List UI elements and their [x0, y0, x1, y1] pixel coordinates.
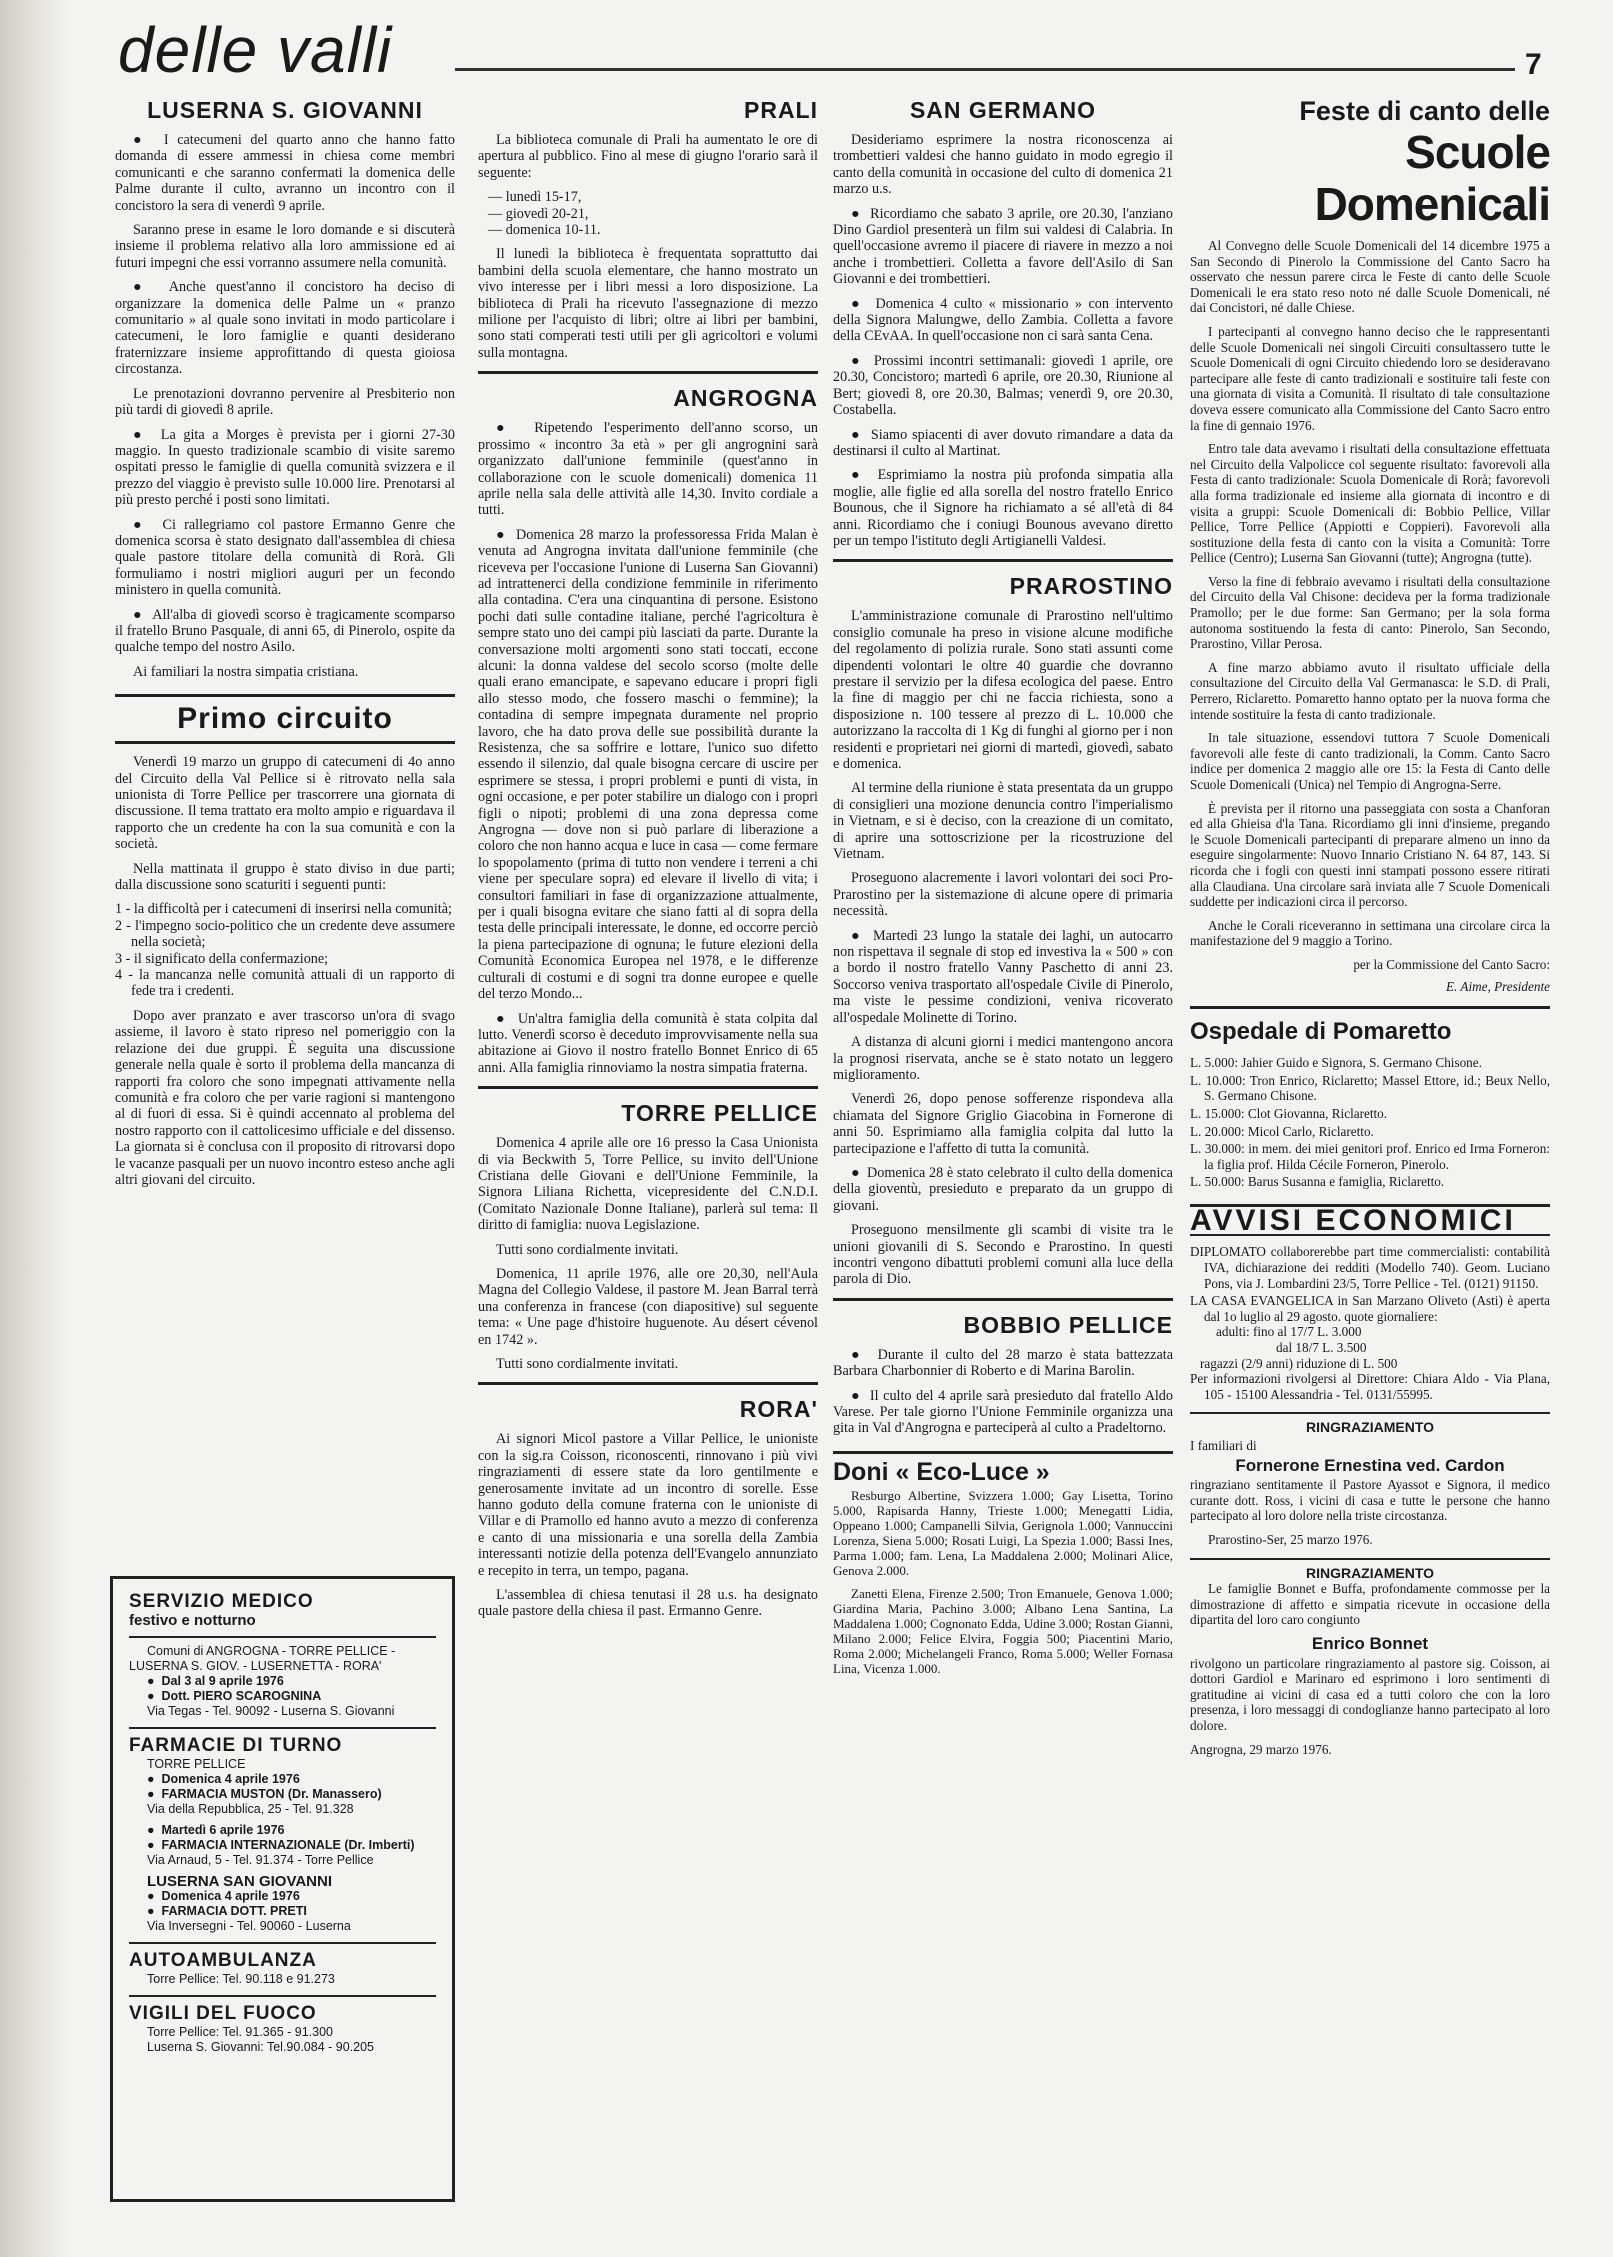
article-paragraph: ● Prossimi incontri settimanali: giovedì 1 aprile, ore 20.30, Concistoro; martedì 6 aprile, ore 20.30, Riunione al Bert; giovedì 8, ore 20.30, Balmas; venerdì 9, ore 20.30, Costabella. — [833, 353, 1173, 419]
page-number: 7 — [1525, 48, 1542, 81]
luserna-title: LUSERNA SAN GIOVANNI — [147, 1873, 333, 1890]
article-paragraph: ● Siamo spiacenti di aver dovuto rimandare a data da destinarsi il culto al Martinat. — [833, 427, 1173, 460]
library-schedule — [478, 189, 818, 238]
feste-title: Scuole Domenicali — [1314, 126, 1550, 230]
article-paragraph: L'amministrazione comunale di Prarostino nell'ultimo consiglio comunale ha preso in visione alcune modifiche del regolamento di polizia rurale. Sono stati assunti come dipendenti volontari le oltre 40 guardie che dovranno prestare il servizio per la difesa ecologica del paese. Entro la fine di maggio per chi ne faccia richiesta, sono a disposizione n. 100 tessere al prezzo di L. 10.000 che autorizzano la raccolta di 1 Kg di funghi al giorno per i non residenti e proprietari nei giorni di martedì, giovedì, sabato e domenica. — [833, 608, 1173, 772]
article-paragraph: ● Il culto del 4 aprile sarà presieduto dal fratello Aldo Varese. Per tale giorno l'Unione Femminile organizza una gita in Val d'Angrogna e parteciperà al culto a Pradeltorno. — [833, 1388, 1173, 1437]
article-paragraph: In tale situazione, essendovi tuttora 7 Scuole Domenicali favorevoli alle feste di canto tradizionali, la Comm. Canto Sacro indice per domenica 2 maggio alle ore 15: la Festa di Canto delle Scuole Domenicali (Unica) nel Tempio di Angrogna-Serre. — [1190, 730, 1550, 792]
dates-line: ● Dal 3 al 9 aprile 1976 — [129, 1674, 436, 1689]
farmacia-address: Via Inversegni - Tel. 90060 - Luserna — [147, 1919, 351, 1933]
ringraziamento-name: Enrico Bonnet — [1311, 1633, 1429, 1653]
farmacia-name: ● FARMACIA DOTT. PRETI — [129, 1904, 436, 1919]
article-paragraph: ● Un'altra famiglia della comunità è stata colpita dal lutto. Venerdì scorso è deceduto improvvisamente nella sua abitazione ai Giovo il nostro fratello Bonnet Enrico di 65 anni. Alla famiglia rinnoviamo la nostra simpatia fraterna. — [478, 1011, 818, 1077]
ringraziamento-place: Angrogna, 29 marzo 1976. — [1190, 1741, 1332, 1757]
list-item: L. 30.000: in mem. dei miei genitori prof. Enrico ed Irma Forneron: la figlia prof. Hilda Cécile Forneron, Pinerolo. — [1190, 1141, 1550, 1172]
article-paragraph: ● Ripetendo l'esperimento dell'anno scorso, un prossimo « incontro 3a età » per gli angrognini sarà organizzato dall'unione femminile (quest'anno in collaborazione con le scuole domenicali) domenica 11 aprile nella sala delle attività alle 14,30. Invito cordiale a tutti. — [478, 420, 818, 518]
page-gutter-shadow — [0, 0, 70, 2257]
article-paragraph: La biblioteca comunale di Prali ha aumentato le ore di apertura al pubblico. Fino al mese di giugno l'orario sarà il seguente: — [478, 132, 818, 181]
article-paragraph: A fine marzo abbiamo avuto il risultato ufficiale della consultazione del Circuito della Val Germanasca: le S.D. di Prali, Perrero, Riclaretto. Pomaretto hanno optato per la nuova forma che intende sostituire la festa di canto tradizionale. — [1190, 659, 1550, 722]
article-paragraph: Nella mattinata il gruppo è stato diviso in due parti; dalla discussione sono scaturiti i seguenti punti: — [115, 860, 455, 894]
article-paragraph: Anche le Corali riceveranno in settimana una circolare circa la manifestazione del 9 maggio a Torino. — [1190, 917, 1550, 949]
article-paragraph: ● La gita a Morges è prevista per i giorni 27-30 maggio. In questo tradizionale scambio di visite saremo ospitati presso le famiglie di quella comunità svizzera e il prezzo del viaggio è previsto sulle 10.000 lire. Prenotarsi al più presto perché i posti sono limitati. — [115, 427, 455, 509]
section-heading-torre-pellice: TORRE PELLICE — [478, 1086, 818, 1127]
article-paragraph: Al termine della riunione è stata presentata da un gruppo di consiglieri una mozione denuncia contro l'imperialismo in Vietnam, e si è deciso, con la creazione di un comitato, di aprire una sottoscrizione per la ricostruzione del Vietnam. — [833, 780, 1173, 863]
article-paragraph: ● Martedì 23 lungo la statale dei laghi, un autocarro non rispettava il segnale di stop ed investiva la « 500 » con a bordo il nostro fratello Vanny Paschetto di anni 23. Soccorso veniva trasportato all'ospedale Civile di Pinerolo, ma viste le pessime condizioni, veniva ricoverato all'ospedale Molinette di Torino. — [833, 928, 1173, 1026]
article-paragraph: Proseguono alacremente i lavori volontari dei soci Pro-Prarostino per la sistemazione di alcune opere di primaria necessità. — [833, 870, 1173, 920]
column-sangermano-prarostino — [833, 96, 1173, 1684]
farmacia-name: ● FARMACIA INTERNAZIONALE (Dr. Imberti) — [129, 1838, 436, 1853]
article-paragraph: Il lunedì la biblioteca è frequentata soprattutto dai bambini della scuola elementare, che hanno mostrato un vivo interesse per i libri messi a loro disposizione. La biblioteca di Prali ha ricevuto l'assegnazione di mezzo milione per l'acquisto di libri; oltre ai libri per bambini, sono stati comperati testi utili per gli agricoltori e volumi sulla montagna. — [478, 246, 818, 361]
ringraziamento-text: rivolgono un particolare ringraziamento al pastore sig. Coisson, ai dottori Gardiol e Marinaro ed esprimono i loro sentimenti di gratitudine ai vicini di casa ed a tutti coloro che con la loro presenza, i loro messaggi di condoglianze hanno partecipato al loro dolore. — [1190, 1655, 1550, 1733]
article-paragraph: Tutti sono cordialmente invitati. — [496, 1356, 679, 1372]
column-luserna — [115, 96, 455, 1196]
list-item: 4 - la mancanza nelle comunità attuali di un rapporto di fede tra i credenti. — [115, 967, 455, 1000]
list-item: L. 5.000: Jahier Guido e Signora, S. Germano Chisone. — [1190, 1055, 1482, 1071]
article-paragraph: È prevista per il ritorno una passeggiata con sosta a Chanforan ed alla Ghieisa d'la Tana. Ricordiamo gli inni d'insieme, pregando le Scuole Domenicali partecipanti di preparare almeno un inno da eseguire singolarmente: Nuovo Innario Cristiano N. 64 87, 143. Si ricorda che i fogli con questi inni stampati possono essere ritirati alla Claudiana. Una circolare sarà inviata alle 7 Scuole Domenicali suddette per indicazioni circa il percorso. — [1190, 800, 1550, 910]
article-paragraph: Dopo aver pranzato e aver trascorso un'ora di svago assieme, il lavoro è stato ripreso nel pomeriggio con la relazione dei due gruppi. È seguita una discussione generale nella quale è sorto il problema della mancanza di rapporti fra coloro che sono impegnati attivamente nella comunità e fra coloro che per varie ragioni si mantengono al di fuori di essa. Si è quindi accennato al problema del nostro rapporto con il cattolicesimo ufficiale e del dissenso. La giornata si è conclusa con il proposito di ritrovarsi dopo le vacanze pasquali per un nuovo incontro esteso anche agli altri giovani del circuito. — [115, 1007, 455, 1188]
section-heading-san-germano: SAN GERMANO — [909, 97, 1097, 123]
box-section — [129, 1727, 436, 1934]
points-list — [115, 901, 455, 999]
list-item: — lunedì 15-17, — [488, 189, 582, 206]
box-section — [129, 1995, 436, 2055]
article-paragraph: ● Esprimiamo la nostra più profonda simpatia alla moglie, alle figlie ed alla sorella del nostro fratello Enrico Bounous, che il Signore ha richiamato a sé all'età di 84 anni. Ricordiamo che i coniugi Bounous avevano diretto per un tempo l'istituto degli Artigianelli Valdesi. — [833, 467, 1173, 549]
article-paragraph: ● Ricordiamo che sabato 3 aprile, ore 20.30, l'anziano Dino Gardiol presenterà un film sui valdesi di Calabria. In quell'occasione avremo il piacere di riavere in mezzo a noi anche i trombettieri. Colletta a favore dell'Asilo di San Giovanni e dei trombettieri. — [833, 206, 1173, 288]
farmacia-address: Via della Repubblica, 25 - Tel. 91.328 — [147, 1802, 354, 1816]
masthead-rule — [455, 68, 1515, 71]
list-item: L. 20.000: Micol Carlo, Riclaretto. — [1190, 1123, 1374, 1139]
article-paragraph: Venerdì 19 marzo un gruppo di catecumeni di 4o anno del Circuito della Val Pellice si è ritrovato nella sala unionista di Torre Pellice per trascorrere una giornata di discussione. Il tema trattato era molto ampio e riguardava il rapporto che un credente ha con la sua comunità e con la società. — [115, 754, 455, 853]
masthead: delle valli — [118, 14, 393, 86]
section-heading-doni: Doni « Eco-Luce » — [833, 1451, 1173, 1480]
vigili-title: VIGILI DEL FUOCO — [129, 2003, 317, 2024]
article-paragraph: Domenica, 11 aprile 1976, alle ore 20,30, nell'Aula Magna del Collegio Valdese, il pastore M. Jean Barral terrà una conferenza in francese (con diapositive) sul seguente tema: « Une page d'histoire huguenote. Au désert cévenol en 1742 ». — [478, 1265, 818, 1348]
list-item: L. 15.000: Clot Giovanna, Riclaretto. — [1190, 1105, 1388, 1121]
ringraziamento-intro: I familiari di — [1190, 1438, 1257, 1453]
autoambulanza-title: AUTOAMBULANZA — [129, 1950, 317, 1971]
article-paragraph: ● Anche quest'anno il concistoro ha deciso di organizzare la domenica delle Palme un « pranzo comunitario » al quale sono invitati in modo particolare i catecumeni, le loro famiglie e quanti desiderano fraternizzare insieme approfittando di questa gioiosa circostanza. — [115, 279, 455, 377]
article-paragraph: Entro tale data avevamo i risultati della consultazione effettuata nel Circuito della Valpolicce col seguente risultato: favorevoli alla Festa di canto tradizionale: Scuola Domenicale di Rorà; favorevoli alla forma tradizionale ed insieme alla giornata di incontro e di visita a gruppi: Scuole Domenicali di: Bobbio Pellice, Villar Pellice, Torre Pellice (Appiotti e Coppieri). Favorevoli alla sostituzione della festa di canto con la visita a Comunità: Torre Pellice (Centro); Luserna San Giovanni (tutte); Angrogna (tutte). — [1190, 441, 1550, 566]
vigili-line: Luserna S. Giovanni: Tel.90.084 - 90.205 — [147, 2040, 375, 2054]
box-section — [129, 1942, 436, 1987]
article-paragraph: ● I catecumeni del quarto anno che hanno fatto domanda di essere ammessi in chiesa come membri comunicanti e che saranno confermati la domenica delle Palme durante il culto, avranno un incontro con il concistoro la sera di venerdì 9 aprile. — [115, 132, 455, 214]
article-paragraph: Domenica 4 aprile alle ore 16 presso la Casa Unionista di via Beckwith 5, Torre Pellice, su invito dell'Unione Cristiana delle Giovani e dell'Unione Femminile, la Signora Liliana Richetta, vicepresidente del C.N.D.I. (Comitato Nazionale Donne Italiane), parlerà sul tema: Il diritto di famiglia: nuova Legislazione. — [478, 1135, 818, 1234]
signature-name: E. Aime, Presidente — [1445, 978, 1550, 994]
comuni-line: Comuni di ANGROGNA - TORRE PELLICE - LUSERNA S. GIOV. - LUSERNETTA - RORA' — [129, 1644, 396, 1673]
ringraziamento-name: Fornerone Ernestina ved. Cardon — [1235, 1455, 1505, 1475]
price-line: ragazzi (2/9 anni) riduzione di L. 500 — [1200, 1355, 1398, 1371]
farmacie-title: FARMACIE DI TURNO — [129, 1735, 343, 1756]
list-item: L. 10.000: Tron Enrico, Riclaretto; Massel Ettore, id.; Beux Nello, S. Germano Chisone. — [1190, 1072, 1550, 1104]
signature-line: per la Commissione del Canto Sacro: — [1353, 956, 1550, 972]
farmacie-town: TORRE PELLICE — [147, 1757, 246, 1771]
classified-ad: LA CASA EVANGELICA in San Marzano Oliveto (Asti) è aperta dal 1o luglio al 29 agosto. quote giornaliere: — [1190, 1293, 1550, 1324]
list-item: — domenica 10-11. — [488, 222, 601, 239]
ringraziamento-text: ringraziano sentitamente il Pastore Ayassot e Signora, il medico curante dott. Ross, i vicini di casa e tutte le persone che hanno partecipato al loro dolore nella triste circostanza. — [1190, 1477, 1550, 1524]
section-heading-prali: PRALI — [744, 97, 818, 123]
doctor-address: Via Tegas - Tel. 90092 - Luserna S. Giovanni — [147, 1704, 395, 1718]
farmacia-date: ● Domenica 4 aprile 1976 — [129, 1889, 436, 1904]
article-paragraph: ● Durante il culto del 28 marzo è stata battezzata Barbara Charbonnier di Roberto e di Marina Barolin. — [833, 1347, 1173, 1380]
servizio-medico-box — [110, 1576, 455, 2202]
article-paragraph: Saranno prese in esame le loro domande e si discuterà insieme il problema relativo alla loro ammissione ed ai futuri impegni che essi vorranno assumere nella comunità. — [115, 222, 455, 271]
article-paragraph: Desideriamo esprimere la nostra riconoscenza ai trombettieri valdesi che hanno guidato in modo egregio il canto della comunità in occasione del culto di domenica 21 marzo u.s. — [833, 132, 1173, 198]
feste-kicker: Feste di canto delle — [1299, 96, 1550, 126]
article-paragraph: Tutti sono cordialmente invitati. — [496, 1241, 679, 1258]
box-title: SERVIZIO MEDICO — [129, 1591, 314, 1612]
ringraziamento-heading: RINGRAZIAMENTO — [1190, 1558, 1550, 1582]
doctor-line: ● Dott. PIERO SCAROGNINA — [129, 1689, 436, 1704]
donations-list: Resburgo Albertine, Svizzera 1.000; Gay Lisetta, Torino 5.000, Rapisarda Hanny, Trieste 1.000; Menegatti Lidia, Oppeano 1.000; Campanelli Silvia, Gerignola 1.000; Vannuccini Lorenza, Siena 5.000; Rosati Luigi, La Spezia 1.000; Bassi Ines, Parma 1.000; fam. Lena, La Maddalena 2.000; Molinari Alice, Genova 2.000. — [833, 1488, 1173, 1579]
article-paragraph: ● Domenica 28 è stato celebrato il culto della domenica della gioventù, presieduto e preparato da un gruppo di giovani. — [833, 1165, 1173, 1214]
column-prali-angrogna — [478, 96, 818, 1628]
classified-ad: DIPLOMATO collaborerebbe part time commercialisti: contabilità IVA, dichiarazione dei redditi (Modello 740). Geom. Luciano Pons, via J. Lombardini 23/5, Torre Pellice - Tel. (0121) 91150. — [1190, 1244, 1550, 1291]
box-section — [129, 1636, 436, 1719]
article-paragraph: A distanza di alcuni giorni i medici mantengono ancora la prognosi riservata, anche se è stato notato un leggero miglioramento. — [833, 1034, 1173, 1083]
farmacia-date: ● Domenica 4 aprile 1976 — [129, 1772, 436, 1787]
section-heading-ospedale: Ospedale di Pomaretto — [1190, 1006, 1550, 1047]
article-paragraph: Venerdì 26, dopo penose sofferenze rispondeva alla chiamata del Signore Griglio Giacobina in Fornerone di anni 50. Esprimiamo alla famiglia colpita dal lutto la partecipazione e l'affetto di tutta la comunità. — [833, 1091, 1173, 1157]
section-heading-rora: RORA' — [478, 1382, 818, 1423]
article-paragraph: L'assemblea di chiesa tenutasi il 28 u.s. ha designato quale pastore della chiesa il past. Ermanno Genre. — [478, 1587, 818, 1620]
article-paragraph: ● Domenica 28 marzo la professoressa Frida Malan è venuta ad Angrogna invitata dall'unione femminile (che riceveva per l'occasione l'unione di Luserna San Giovanni) ad intrattenerci della condizione femminile in riferimento alla contadina. C'era una cinquantina di persone. Esistono pochi dati sulle contadine italiane, perché l'agricoltura è sempre stato uno dei campi più lasciati da parte. Durante la conversazione molti argomenti sono stati toccati, eccone alcuni: la donna valdese del secolo scorso (molte delle quali erano emancipate, e sapevano educare i propri figli allo stesso modo, che fossero maschi o femmine); la contadina di sempre impegnata duramente nel proprio lavoro, che ha dato prova delle sue possibilità durante la Resistenza, che sa soffrire e lottare, l'unico suo difetto essendo il silenzio, dal quale bisogna cercare di uscire per esprimere se stessa, i propri problemi e punti di vista, in ogni occasione, e per poter stabilire un dialogo con i propri figli o nipoti; problemi di una zona depressa come Angrogna — dove non si può parlare di liberazione a coloro che non hanno acqua e luce in casa — come fermare lo spopolamento (prima di tutto non vendere i terreni a chi viene per speculare sopra) ed elevare il livello di vita; i consultori familiari in fase di organizzazione attualmente, per i quali bisogna evitare che siano fatti al di sopra della testa delle principali interessate, le donne, ed occorre perciò la piena partecipazione di ognuna; le future elezioni della Comunità Economica Europea nel 1978, e le differenze culturali di costumi e di sogni tra donne europee e quelle del terzo Mondo... — [478, 527, 818, 1003]
ringraziamento-text: Le famiglie Bonnet e Buffa, profondamente commosse per la dimostrazione di affetto e simpatia ricevute in occasione della dipartita del loro caro congiunto — [1190, 1581, 1550, 1628]
list-item: 3 - il significato della confermazione; — [115, 950, 329, 967]
section-heading-prarostino: PRAROSTINO — [833, 559, 1173, 600]
article-paragraph: Ai signori Micol pastore a Villar Pellice, le unioniste con la sig.ra Coisson, riconoscenti, rinnovano i più vivi ringraziamenti di essere state da loro gentilmente e generosamente invitate ad un incontro di sorelle. Esse hanno goduto della comune fraterna con le unioniste di Villar e di Pramollo ed hanno avuto a mezzo di conferenza e canto di una missionaria e una sorella della Zambia interessanti notizie della potenza dell'Evangelo annunziato e recepito in terra, un tempo, pagana. — [478, 1431, 818, 1579]
autoambulanza-line: Torre Pellice: Tel. 90.118 e 91.273 — [147, 1972, 335, 1986]
donations-list: Zanetti Elena, Firenze 2.500; Tron Emanuele, Genova 1.000; Giardina Maria, Pachino 3.000; Albano Lena Santina, La Maddalena 1.000; Cognonato Edda, Udine 3.000; Rostan Gianni, Milano 2.000; Felice Elvira, Foggia 500; Piacentini Mario, Roma 2.000; Michelangeli Franco, Roma 5.000; Weller Fornasa Lina, Vicenza 1.000. — [833, 1586, 1173, 1677]
article-paragraph: Ai familiari la nostra simpatia cristiana. — [133, 663, 359, 680]
list-item: 2 - l'impegno socio-politico che un credente deve assumere nella società; — [115, 917, 455, 951]
ringraziamento-heading: RINGRAZIAMENTO — [1190, 1412, 1550, 1436]
article-paragraph: Verso la fine di febbraio avevamo i risultati della consultazione del Circuito della Val Chisone: decideva per la forma tradizionale Pramollo; per le due forme: San Germano; per la sola forma autonoma sostituendo la festa di canto: Pinerolo, San Secondo, Prarostino, Villar Perosa. — [1190, 573, 1550, 652]
farmacia-date: ● Martedì 6 aprile 1976 — [129, 1823, 436, 1838]
vigili-line: Torre Pellice: Tel. 91.365 - 91.300 — [147, 2025, 333, 2039]
price-line: dal 18/7 L. 3.500 — [1276, 1340, 1367, 1356]
column-feste-avvisi — [1190, 96, 1550, 1765]
article-paragraph: Al Convegno delle Scuole Domenicali del 14 dicembre 1975 a San Secondo di Pinerolo la Commissione del Canto Sacro ha osservato che nessun parere circa le Feste di canto delle Scuole Domenicali le era stato reso noto né dalle Scuole Domenicali, né dai Concistori, né dalle Chiese. — [1190, 238, 1550, 316]
article-paragraph: ● All'alba di giovedì scorso è tragicamente scomparso il fratello Bruno Pasquale, di anni 65, di Pinerolo, ospite da qualche tempo del nostro Asilo. — [115, 607, 455, 656]
ringraziamento-place: Prarostino-Ser, 25 marzo 1976. — [1208, 1531, 1373, 1547]
price-line: adulti: fino al 17/7 L. 3.000 — [1216, 1324, 1362, 1340]
article-paragraph: ● Domenica 4 culto « missionario » con intervento della Signora Malungwe, dello Zambia. Colletta a favore della CEvAA. In quell'occasione non ci sarà santa Cena. — [833, 296, 1173, 345]
article-paragraph: Le prenotazioni dovranno pervenire al Presbiterio non più tardi di giovedì 8 aprile. — [115, 385, 455, 419]
article-paragraph: Proseguono mensilmente gli scambi di visite tra le unioni giovanili di S. Secondo e Prarostino. In questi incontri vengono dibattuti problemi comuni alla luce della parola di Dio. — [833, 1222, 1173, 1288]
list-item: L. 50.000: Barus Susanna e famiglia, Riclaretto. — [1190, 1174, 1445, 1190]
section-heading-angrogna: ANGROGNA — [478, 371, 818, 412]
section-heading-primo-circuito: Primo circuito — [115, 694, 455, 744]
article-paragraph: ● Ci rallegriamo col pastore Ermanno Genre che domenica scorsa è stato designato dall'assemblea di chiesa quale pastore titolare della comunità di Rorà. Gli formuliamo i nostri migliori auguri per un fecondo ministero in quella comunità. — [115, 517, 455, 599]
box-subtitle: festivo e notturno — [129, 1612, 256, 1629]
section-heading-luserna: LUSERNA S. GIOVANNI — [147, 97, 423, 123]
section-heading-avvisi: AVVISI ECONOMICI — [1190, 1204, 1550, 1237]
farmacia-name: ● FARMACIA MUSTON (Dr. Manassero) — [129, 1787, 436, 1802]
farmacia-address: Via Arnaud, 5 - Tel. 91.374 - Torre Pellice — [147, 1853, 374, 1867]
list-item: — giovedì 20-21, — [488, 205, 589, 222]
article-paragraph: I partecipanti al convegno hanno deciso che le rappresentanti delle Scuole Domenicali nei singoli Circuiti consultassero tutte le Scuole Domenicali di ogni Circuito chiedendo loro se desideravano partecipare alle feste di canto tradizionali e sostituire tali feste con una giornata di visita a Comunità. Il risultato di tale consultazione doveva essere comunicato alla Commissione del Canto Sacro entro la fine di gennaio 1976. — [1190, 323, 1550, 433]
list-item: 1 - la difficoltà per i catecumeni di inserirsi nella comunità; — [115, 901, 452, 918]
section-heading-bobbio-pellice: BOBBIO PELLICE — [833, 1298, 1173, 1339]
classified-ad: Per informazioni rivolgersi al Direttore: Chiara Aldo - Via Plana, 105 - 15100 Alessandria - Tel. 0131/55995. — [1190, 1371, 1550, 1402]
